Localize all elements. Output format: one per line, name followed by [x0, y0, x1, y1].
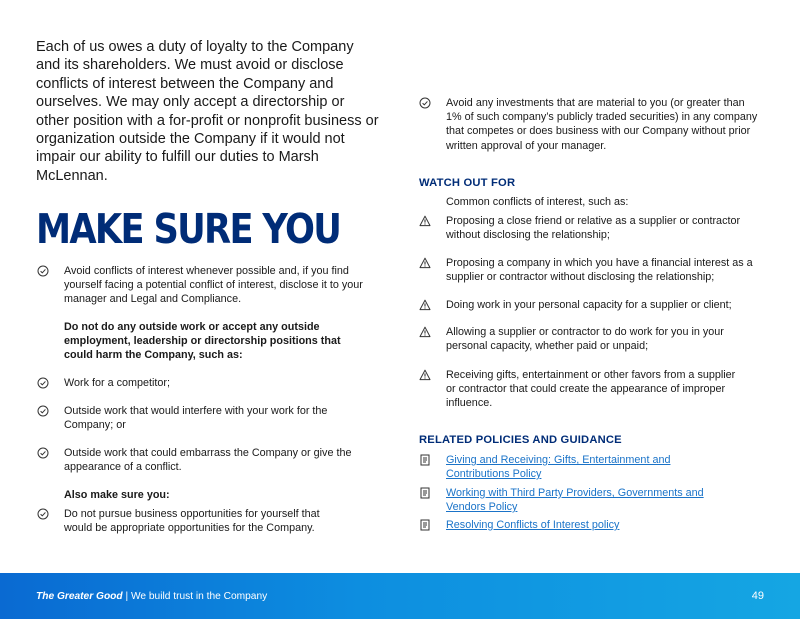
list-item-text: Avoid conflicts of interest whenever possible and, if you find yourself facing a potential conflict of interest, disclose it to your manager and Legal and Compliance.: [64, 265, 363, 306]
policy-link[interactable]: Resolving Conflicts of Interest policy: [446, 519, 620, 531]
policy-link[interactable]: Working with Third Party Providers, Governments and Vendors Policy: [446, 487, 704, 514]
watch-out-subheading: Common conflicts of interest, such as:: [446, 196, 629, 208]
related-policies-heading: RELATED POLICIES AND GUIDANCE: [419, 434, 622, 446]
list-item-text: Allowing a supplier or contractor to do work for you in your personal capacity, whether paid or unpaid;: [446, 326, 724, 353]
check-circle-icon: [37, 377, 49, 389]
warning-triangle-icon: [419, 215, 431, 227]
check-circle-icon: [37, 405, 49, 417]
policy-link[interactable]: Giving and Receiving: Gifts, Entertainment and Contributions Policy: [446, 454, 671, 481]
document-icon: [419, 454, 431, 466]
check-circle-icon: [37, 265, 49, 277]
warning-triangle-icon: [419, 369, 431, 381]
watch-out-heading: WATCH OUT FOR: [419, 177, 516, 189]
section-heading: MAKE SURE YOU: [36, 205, 341, 253]
list-item-text: Work for a competitor;: [64, 377, 171, 389]
subheading: Do not do any outside work or accept any outside employment, leadership or directorship positions that could harm the Company, such as:: [64, 321, 341, 362]
list-item-text: Doing work in your personal capacity for a supplier or client;: [446, 299, 732, 311]
footer-tagline: We build trust in the Company: [130, 591, 268, 602]
list-item-text: Outside work that would interfere with your work for the Company; or: [64, 405, 328, 432]
list-item-text: Outside work that could embarrass the Company or give the appearance of a conflict.: [64, 447, 352, 474]
document-icon: [419, 519, 431, 531]
document-icon: [419, 487, 431, 499]
footer-text: [36, 591, 267, 602]
check-circle-icon: [419, 97, 431, 109]
warning-triangle-icon: [419, 326, 431, 338]
subheading: Also make sure you:: [64, 489, 170, 501]
list-item-text: Avoid any investments that are material to you (or greater than 1% of such company’s publicly traded securities) in any company that competes or does business with our Company without prior written approval of your manager.: [446, 97, 758, 152]
footer-bar: [0, 573, 800, 619]
warning-triangle-icon: [419, 257, 431, 269]
list-item-text: Receiving gifts, entertainment or other favors from a supplier or contractor that could create the appearance of improper influence.: [446, 369, 736, 410]
footer-separator: |: [125, 591, 129, 602]
list-item-text: Do not pursue business opportunities for yourself that would be appropriate opportunities for the Company.: [64, 508, 320, 535]
intro-paragraph: Each of us owes a duty of loyalty to the Company and its shareholders. We must avoid or disclose conflicts of interest between the Company and ourselves. We may only accept a directorship or other position with a for-profit or nonprofit business or organization outside the Company if it would not impair our ability to fulfill our duties to Marsh McLennan.: [36, 39, 379, 184]
check-circle-icon: [37, 447, 49, 459]
list-item-text: Proposing a close friend or relative as a supplier or contractor without disclosing the relationship;: [446, 215, 741, 242]
check-circle-icon: [37, 508, 49, 520]
warning-triangle-icon: [419, 299, 431, 311]
page-number: 49: [751, 590, 764, 602]
footer-brand: The Greater Good: [36, 591, 123, 602]
list-item-text: Proposing a company in which you have a financial interest as a supplier or contractor without disclosing the relationship;: [446, 257, 753, 284]
